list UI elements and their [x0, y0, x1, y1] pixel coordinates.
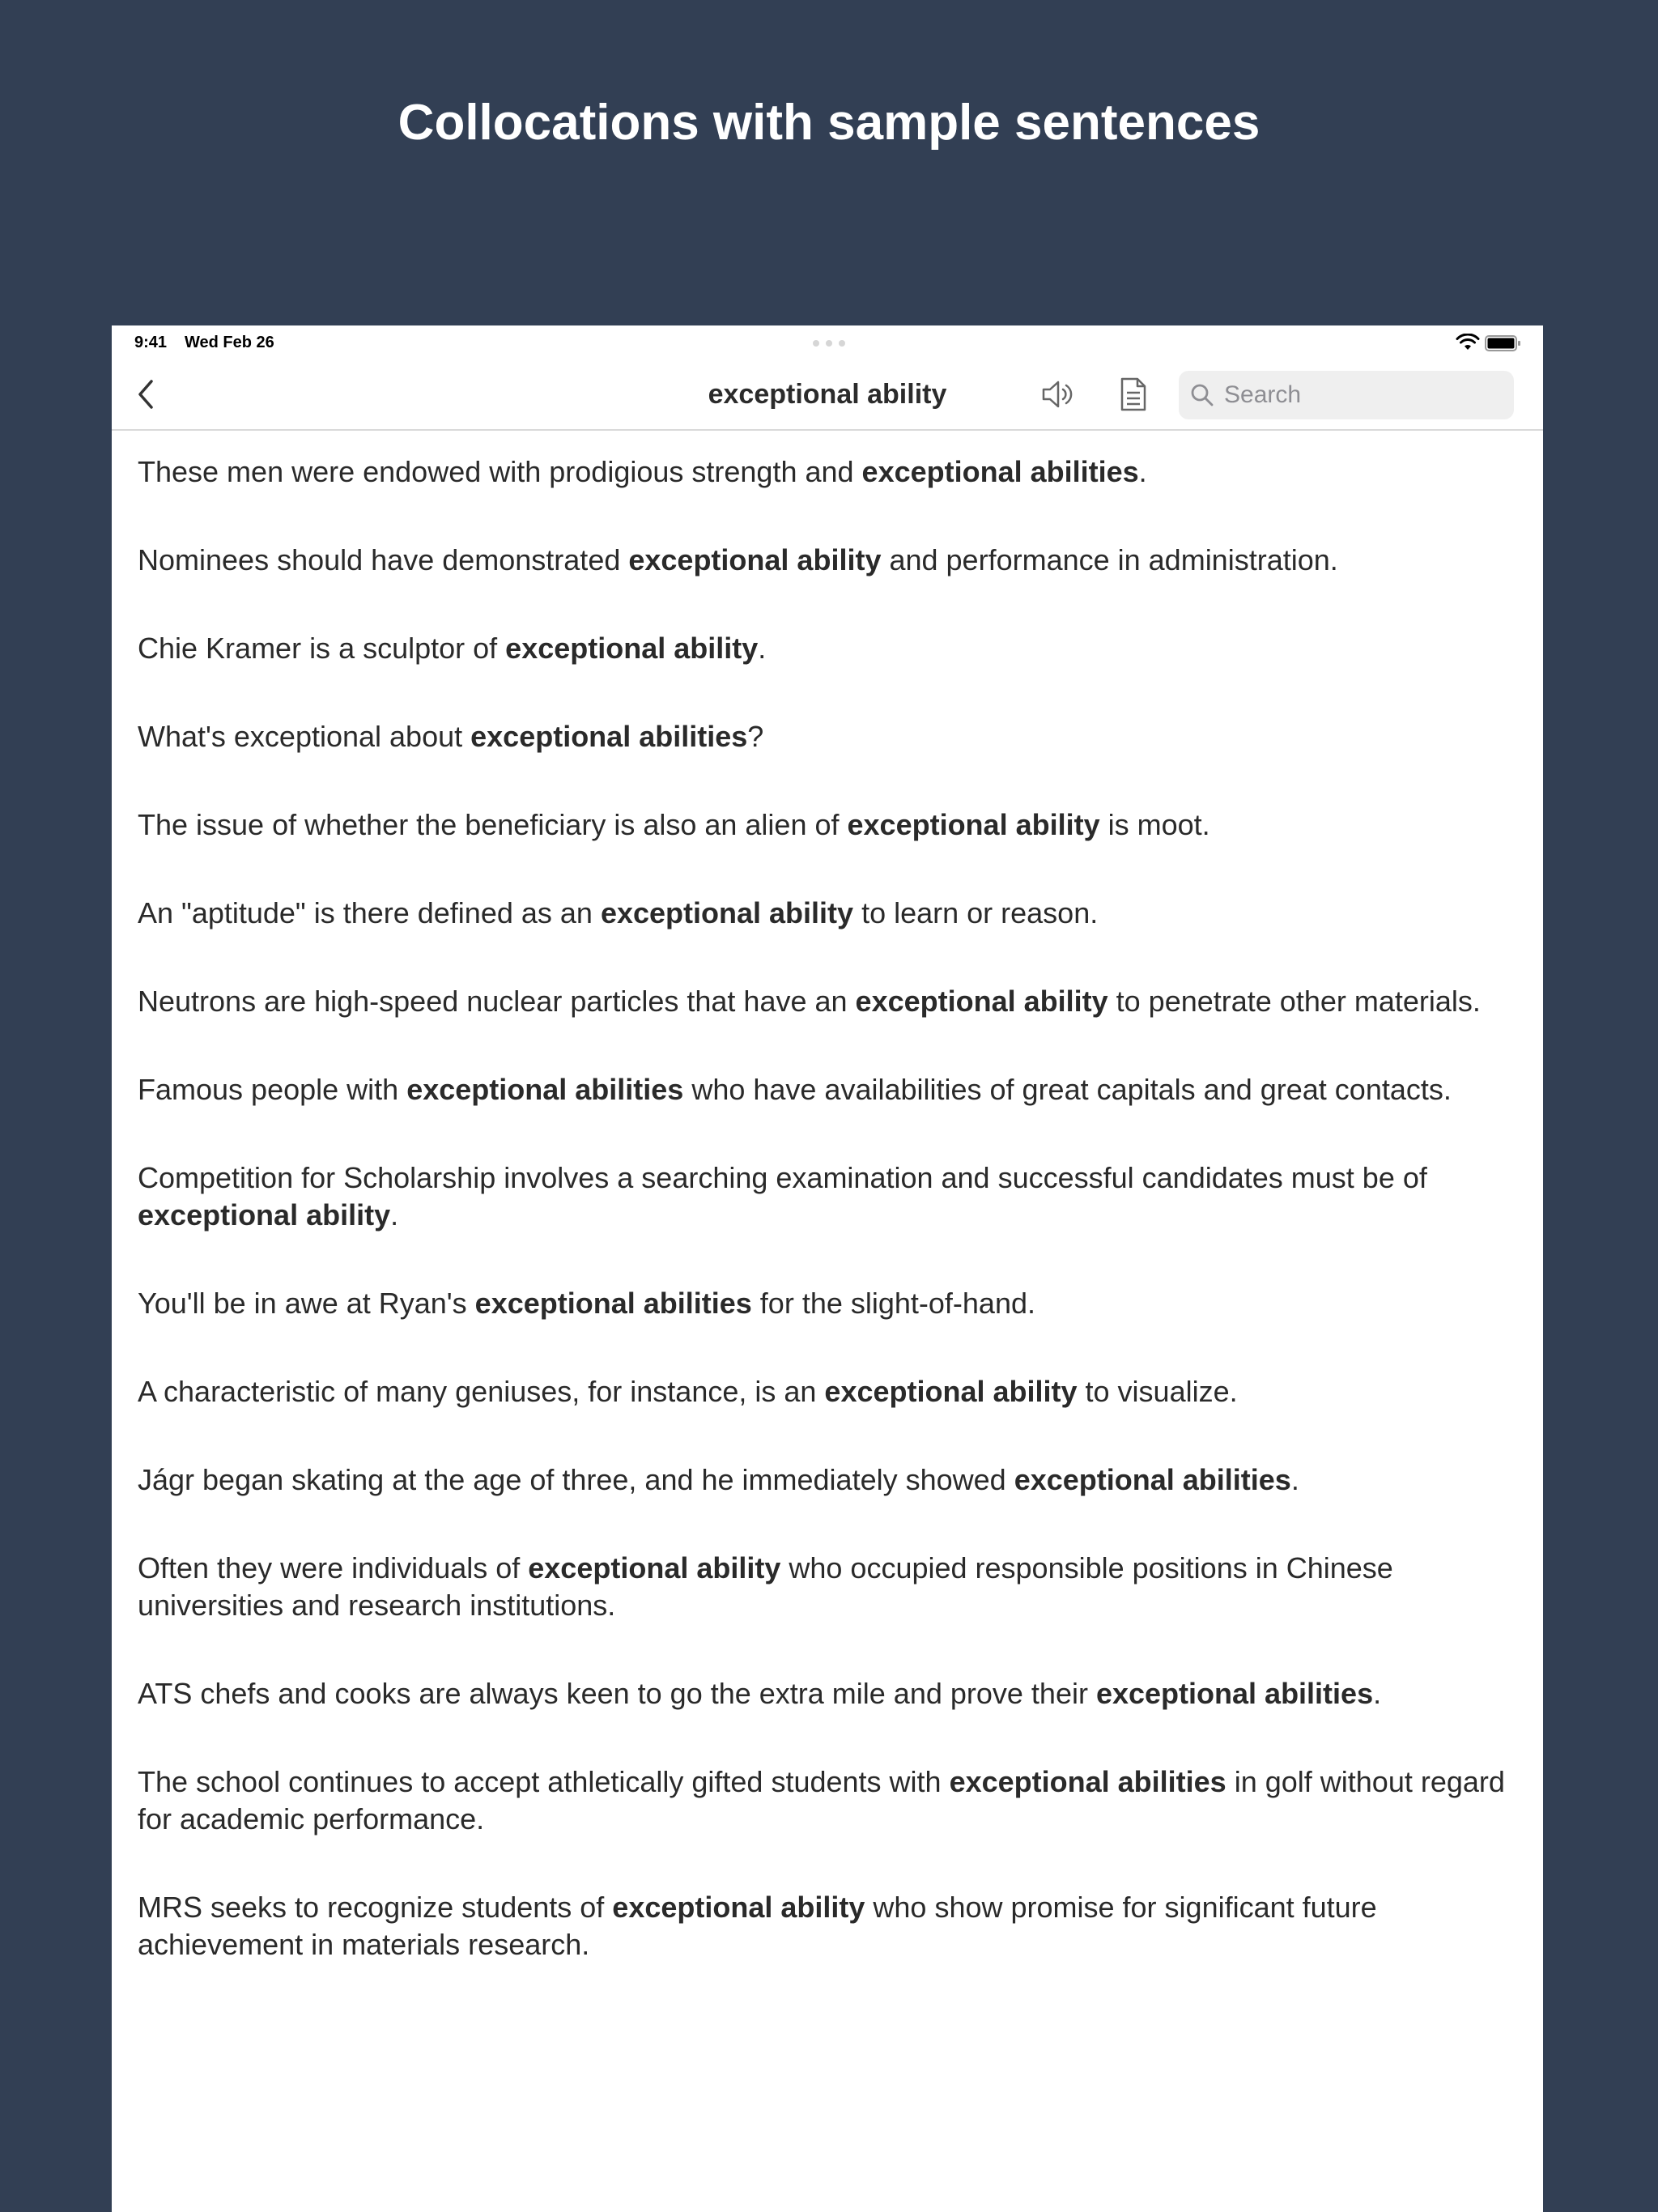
sentence-text-before: Famous people with	[138, 1073, 407, 1106]
sentence-text-after: .	[758, 632, 767, 665]
sentence-item	[138, 1461, 1522, 1499]
sentence-text-after: .	[1373, 1677, 1382, 1710]
sentence-text-before: MRS seeks to recognize students of	[138, 1891, 613, 1924]
collocation-highlight: exceptional abilities	[861, 455, 1139, 488]
sentence-text-before: The issue of whether the beneficiary is also an alien of	[138, 808, 848, 841]
sentence-text-before: Jágr began skating at the age of three, and he immediately showed	[138, 1463, 1014, 1496]
sentence-text-before: Chie Kramer is a sculptor of	[138, 632, 506, 665]
sentence-text-after: who occupied responsible positions in Chinese universities and research institutions.	[138, 1551, 1393, 1622]
collocation-highlight: exceptional ability	[847, 808, 1100, 841]
status-time: 9:41	[134, 334, 168, 351]
sentence-text-before: Nominees should have demonstrated	[138, 543, 629, 576]
sentence-item	[138, 1550, 1522, 1624]
pronounce-button[interactable]	[1038, 376, 1077, 413]
search-box[interactable]	[1179, 371, 1514, 419]
collocation-highlight: exceptional ability	[855, 985, 1108, 1018]
sentence-text-after: for the slight-of-hand.	[751, 1287, 1035, 1320]
sentence-item	[138, 1071, 1522, 1108]
sentence-text-after: to visualize.	[1077, 1375, 1238, 1408]
sentence-item	[138, 983, 1522, 1020]
sentence-item	[138, 1159, 1522, 1234]
sentence-item	[138, 1889, 1522, 1963]
sentence-item	[138, 718, 1522, 755]
sentence-text-before: A characteristic of many geniuses, for instance, is an	[138, 1375, 825, 1408]
sentence-text-before: Competition for Scholarship involves a searching examination and successful candidates must be of	[138, 1161, 1427, 1194]
collocation-highlight: exceptional abilities	[470, 720, 748, 753]
collocation-highlight: exceptional ability	[824, 1375, 1078, 1408]
sentence-item	[138, 630, 1522, 667]
sentence-text-after: to penetrate other materials.	[1107, 985, 1481, 1018]
collocation-highlight: exceptional abilities	[406, 1073, 684, 1106]
sentence-text-after: .	[1290, 1463, 1299, 1496]
sentence-item	[138, 1675, 1522, 1712]
collocation-highlight: exceptional ability	[600, 896, 854, 929]
collocation-highlight: exceptional ability	[612, 1891, 865, 1924]
sentence-item	[138, 453, 1522, 491]
collocation-highlight: exceptional abilities	[1014, 1463, 1291, 1496]
sentence-text-after: who show promise for significant future achievement in materials research.	[138, 1891, 1377, 1961]
sentence-text-after: in golf without regard for academic performance.	[138, 1765, 1505, 1836]
search-input[interactable]	[1222, 381, 1501, 410]
page-title: exceptional ability	[708, 379, 947, 410]
ipad-screen	[112, 325, 1543, 2212]
sentence-text-before: What's exceptional about	[138, 720, 471, 753]
multitasking-handle[interactable]	[813, 340, 845, 347]
status-bar	[112, 325, 1543, 358]
sentence-item	[138, 806, 1522, 844]
sentence-text-after: is moot.	[1099, 808, 1210, 841]
sentence-text-after: to learn or reason.	[853, 896, 1099, 929]
wifi-icon	[1456, 334, 1480, 351]
sentence-item	[138, 1373, 1522, 1410]
sentence-text-before: An "aptitude" is there defined as an	[138, 896, 601, 929]
sentence-text-before: Often they were individuals of	[138, 1551, 529, 1585]
search-icon	[1190, 383, 1214, 407]
collocation-highlight: exceptional abilities	[1095, 1677, 1374, 1710]
sentence-text-before: ATS chefs and cooks are always keen to go the extra mile and prove their	[138, 1677, 1096, 1710]
back-button[interactable]	[128, 374, 164, 415]
battery-icon	[1485, 334, 1522, 352]
sentence-list	[138, 453, 1522, 2014]
sentence-text-before: You'll be in awe at Ryan's	[138, 1287, 475, 1320]
sentence-item	[138, 542, 1522, 579]
sentence-text-after: ?	[747, 720, 764, 753]
document-icon	[1120, 376, 1147, 412]
collocation-highlight: exceptional ability	[628, 543, 882, 576]
collocation-highlight: exceptional ability	[138, 1198, 391, 1231]
collocation-highlight: exceptional abilities	[949, 1765, 1226, 1798]
navigation-bar	[112, 358, 1543, 431]
sentence-text-after: .	[390, 1198, 399, 1231]
sentence-text-before: These men were endowed with prodigious strength and	[138, 455, 862, 488]
chevron-left-icon	[137, 379, 155, 410]
sentence-text-after: and performance in administration.	[881, 543, 1338, 576]
sentence-text-after: .	[1138, 455, 1147, 488]
sentence-text-after: who have availabilities of great capitals and great contacts.	[683, 1073, 1452, 1106]
sentence-item	[138, 1763, 1522, 1838]
sentence-text-before: Neutrons are high-speed nuclear particles that have an	[138, 985, 856, 1018]
collocation-highlight: exceptional ability	[505, 632, 759, 665]
collocation-highlight: exceptional abilities	[474, 1287, 752, 1320]
sentence-item	[138, 895, 1522, 932]
collocation-highlight: exceptional ability	[528, 1551, 781, 1585]
sentence-text-before: The school continues to accept athletically gifted students with	[138, 1765, 950, 1798]
sentence-item	[138, 1285, 1522, 1322]
status-date: Wed Feb 26	[185, 334, 274, 351]
speaker-icon	[1040, 378, 1074, 410]
page-headline: Collocations with sample sentences	[397, 95, 1261, 151]
document-button[interactable]	[1116, 374, 1151, 415]
